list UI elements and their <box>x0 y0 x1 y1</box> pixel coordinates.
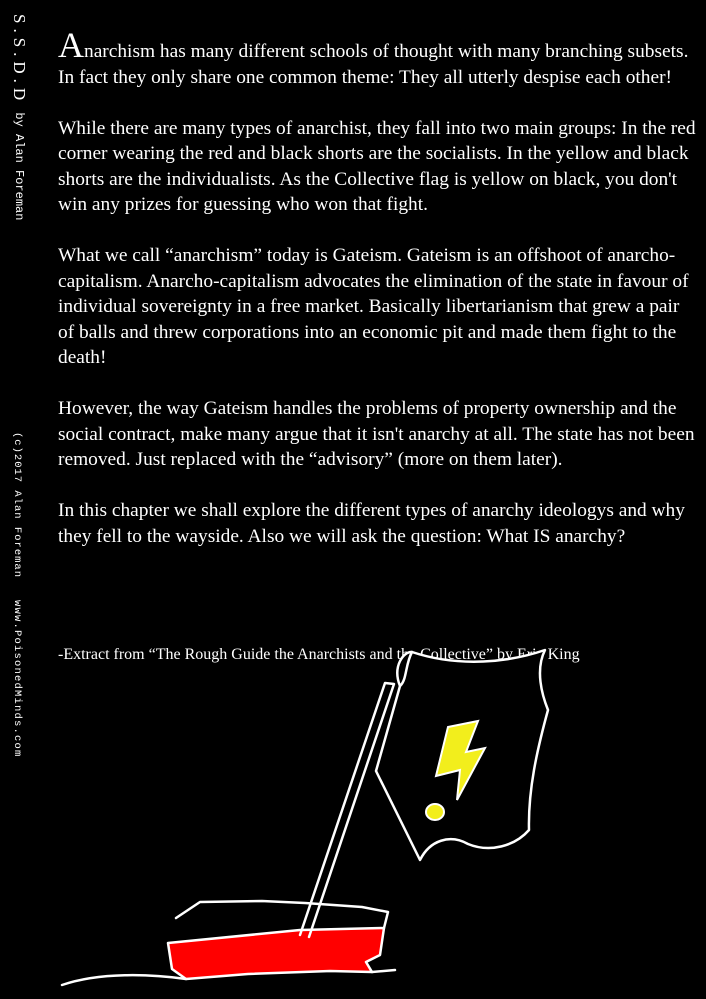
red-flag-outline <box>176 901 388 928</box>
copyright-notice: (c)2017 Alan Foreman <box>11 432 23 579</box>
extract-attribution: -Extract from “The Rough Guide the Anarchists and the Collective” by Eric King <box>58 646 580 663</box>
author-byline: by Alan Foreman <box>12 112 26 221</box>
flagpole <box>300 683 394 937</box>
paragraph-1-text: narchism has many different schools of thought with many branching subsets. In fact they only share one common theme: They all utterly despise each other! <box>58 41 689 88</box>
website-link[interactable]: www.PoisonedMinds.com <box>11 600 23 758</box>
paragraph-3: What we call “anarchism” today is Gateism. Gateism is an offshoot of anarcho-capitalism. Anarcho-capitalism advocates the elimination of the state in favour of individual sovereignty in a free market. Basically libertarianism that grew a pair of balls and threw corporations into an economic pit and made them fight to the death! <box>58 245 689 368</box>
exclamation-dot <box>426 804 444 820</box>
drop-cap: A <box>58 25 84 65</box>
paragraph-4: However, the way Gateism handles the problems of property ownership and the social contract, make many argue that it isn't anarchy at all. The state has not been removed. Just replaced with the “advisory” (more on them later). <box>58 398 695 470</box>
red-flag-shape <box>168 928 384 979</box>
comic-title: S.S.D.D <box>10 14 29 106</box>
paragraph-2: While there are many types of anarchist, they fall into two main groups: In the red corner wearing the red and black shorts are the socialists. In the yellow and black shorts are the individualists. As the Collective flag is yellow on black, you don't win any prizes for guessing who won that fight. <box>58 117 696 215</box>
paragraph-5: In this chapter we shall explore the different types of anarchy ideologys and why they fell to the wayside. Also we will ask the question: What IS anarchy? <box>58 500 685 547</box>
